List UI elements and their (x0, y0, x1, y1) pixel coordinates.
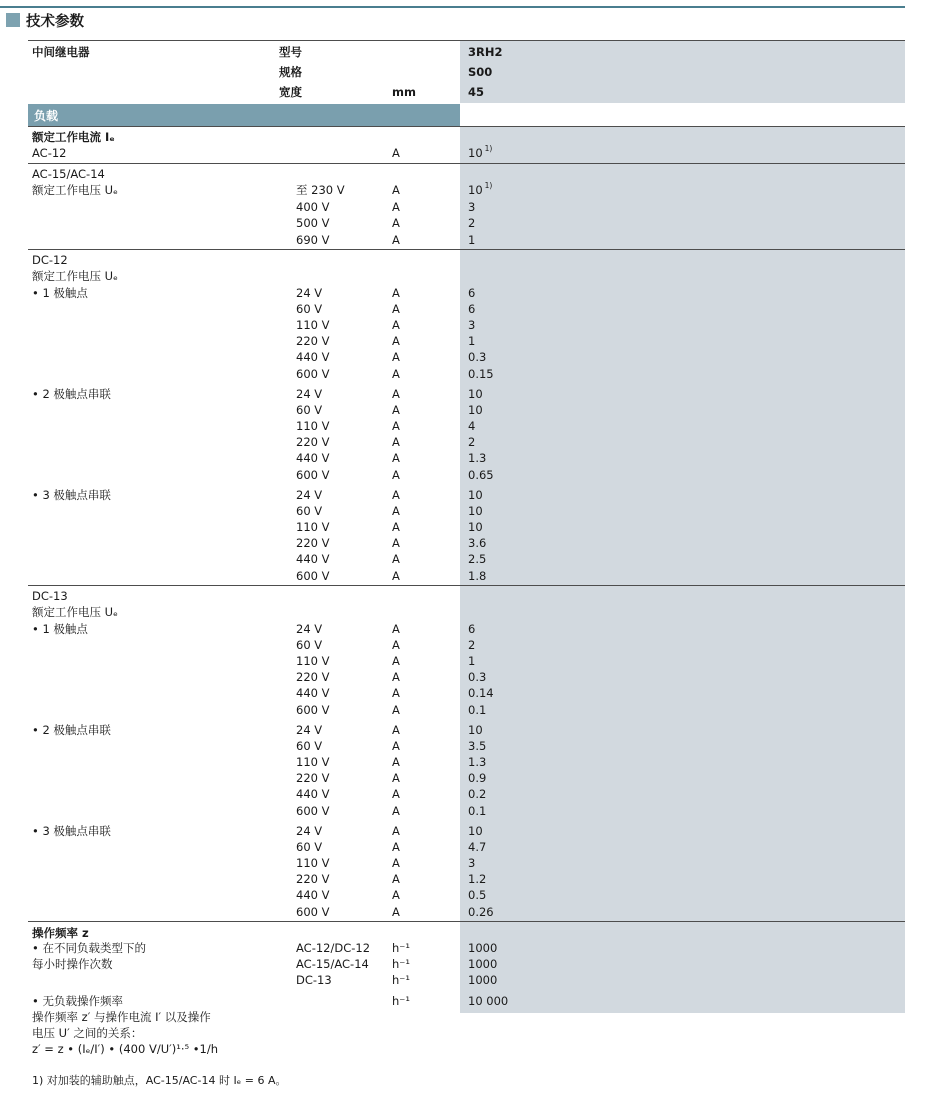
freq-heading: 操作频率 z (32, 926, 89, 940)
unit-cell: A (392, 686, 400, 701)
voltage-cell: 110 V (296, 419, 330, 434)
unit-cell: A (392, 670, 400, 685)
section-bar-load (28, 104, 460, 126)
voltage-cell: 600 V (296, 904, 330, 919)
row-divider (28, 921, 905, 922)
voltage-cell: 110 V (296, 318, 330, 333)
voltage-cell: AC-15/AC-14 (296, 957, 369, 971)
unit-cell: A (392, 803, 400, 818)
unit-cell: h⁻¹ (392, 973, 410, 987)
value-cell: 2 (468, 216, 476, 231)
contact-group-label: • 3 极触点串联 (32, 488, 111, 502)
voltage-cell: AC-12/DC-12 (296, 941, 371, 955)
value-cell: 3 (468, 318, 476, 333)
unit-cell: A (392, 183, 400, 197)
unit-cell: A (392, 520, 400, 535)
unit-cell: A (392, 755, 400, 770)
value-cell: 10 (468, 403, 483, 418)
unit-cell: A (392, 771, 400, 786)
voltage-cell: 400 V (296, 199, 330, 214)
unit-cell: A (392, 536, 400, 551)
dc12-voltage-label: 额定工作电压 Uₑ (32, 269, 118, 283)
voltage-cell: 220 V (296, 334, 330, 349)
row-divider (28, 585, 905, 586)
value-cell: 2.5 (468, 552, 487, 567)
value-cell: 3.6 (468, 536, 487, 551)
unit-cell: A (392, 723, 400, 737)
value-cell: 10 $^{1)}$ (468, 181, 493, 197)
freq-bullet-line: 每小时操作次数 (32, 957, 113, 971)
unit-cell: A (392, 872, 400, 887)
voltage-cell: 110 V (296, 520, 330, 535)
voltage-cell: 600 V (296, 702, 330, 717)
voltage-cell: 60 V (296, 302, 323, 317)
unit-cell: h⁻¹ (392, 957, 410, 971)
unit-cell: A (392, 302, 400, 317)
voltage-cell: 600 V (296, 568, 330, 583)
ac15-voltage-label: 额定工作电压 Uₑ (32, 183, 118, 197)
value-cell: 4 (468, 419, 476, 434)
unit-cell: A (392, 435, 400, 450)
unit-cell: A (392, 318, 400, 333)
voltage-cell: 60 V (296, 840, 323, 855)
value-cell: 1 (468, 334, 476, 349)
voltage-cell: 110 V (296, 654, 330, 669)
unit-cell: A (392, 787, 400, 802)
unit-cell: A (392, 702, 400, 717)
voltage-cell: 60 V (296, 504, 323, 519)
dc13-voltage-label: 额定工作电压 Uₑ (32, 605, 118, 619)
value-cell: 10 (468, 723, 483, 737)
voltage-cell: 220 V (296, 435, 330, 450)
type-label: 型号 (279, 45, 302, 59)
voltage-cell: 440 V (296, 888, 330, 903)
voltage-cell: 24 V (296, 488, 323, 502)
contact-group-label: • 3 极触点串联 (32, 824, 111, 838)
value-cell: 0.1 (468, 803, 487, 818)
unit-cell: A (392, 403, 400, 418)
value-column-bg (460, 126, 905, 1013)
width-value: 45 (468, 85, 485, 99)
unit-cell: A (392, 552, 400, 567)
value-cell: 1.2 (468, 872, 487, 887)
voltage-cell: 690 V (296, 232, 330, 247)
voltage-cell: 440 V (296, 686, 330, 701)
unit-cell: A (392, 504, 400, 519)
noload-line: 操作频率 z′ 与操作电流 I′ 以及操作 (32, 1010, 211, 1024)
voltage-cell: 440 V (296, 787, 330, 802)
freq-bullet-line: • 在不同负载类型下的 (32, 941, 146, 955)
page-title: 技术参数 (26, 13, 84, 30)
table-top-rule (28, 40, 905, 41)
unit-cell: A (392, 856, 400, 871)
value-cell: 0.15 (468, 366, 494, 381)
value-cell: 3 (468, 856, 476, 871)
unit-cell: A (392, 451, 400, 466)
unit-cell: h⁻¹ (392, 941, 410, 955)
value-cell: 1 (468, 654, 476, 669)
unit-cell: A (392, 488, 400, 502)
value-cell: 6 (468, 302, 476, 317)
voltage-cell: 60 V (296, 739, 323, 754)
ac12-unit: A (392, 146, 400, 160)
type-value: 3RH2 (468, 45, 503, 59)
page-header (0, 9, 84, 31)
voltage-cell: 110 V (296, 856, 330, 871)
value-cell: 0.5 (468, 888, 487, 903)
value-cell: 0.14 (468, 686, 494, 701)
voltage-cell: 440 V (296, 552, 330, 567)
value-cell: 10 (468, 824, 483, 838)
value-cell: 2 (468, 638, 476, 653)
section-title: 负载 (34, 109, 59, 123)
title-marker (6, 13, 20, 27)
unit-cell: A (392, 739, 400, 754)
value-cell: 0.2 (468, 787, 487, 802)
value-cell: 10 (468, 488, 483, 502)
value-cell: 1000 (468, 941, 498, 955)
voltage-cell: 24 V (296, 723, 323, 737)
voltage-cell: 60 V (296, 403, 323, 418)
row-divider (28, 249, 905, 250)
voltage-cell: 440 V (296, 350, 330, 365)
noload-unit: h⁻¹ (392, 994, 410, 1008)
unit-cell: A (392, 840, 400, 855)
value-cell: 10 (468, 504, 483, 519)
unit-cell: A (392, 824, 400, 838)
voltage-cell: 110 V (296, 755, 330, 770)
ac12-value: 10 $^{1)}$ (468, 144, 493, 160)
value-cell: 1.3 (468, 755, 487, 770)
voltage-cell: 24 V (296, 387, 323, 401)
voltage-cell: 220 V (296, 670, 330, 685)
value-cell: 0.26 (468, 904, 494, 919)
contact-group-label: • 2 极触点串联 (32, 723, 111, 737)
row-divider (28, 126, 905, 127)
contact-group-label: • 1 极触点 (32, 286, 88, 300)
noload-formula: z′ = z • (Iₑ/I′) • (400 V/U′)¹·⁵ •1/h (32, 1042, 218, 1056)
voltage-cell: 24 V (296, 286, 323, 300)
voltage-cell: 24 V (296, 622, 323, 636)
voltage-cell: 500 V (296, 216, 330, 231)
value-cell: 1000 (468, 973, 498, 987)
unit-cell: A (392, 904, 400, 919)
noload-line: • 无负载操作频率 (32, 994, 123, 1008)
noload-line: 电压 U′ 之间的关系： (32, 1026, 143, 1040)
unit-cell: A (392, 419, 400, 434)
unit-cell: A (392, 286, 400, 300)
voltage-cell: 220 V (296, 872, 330, 887)
ac12-heading: 额定工作电流 Iₑ (32, 130, 115, 144)
ac12-label: AC-12 (32, 146, 67, 160)
unit-cell: A (392, 216, 400, 231)
size-value: S00 (468, 65, 493, 79)
value-cell: 0.9 (468, 771, 487, 786)
width-label: 宽度 (279, 85, 302, 99)
unit-cell: A (392, 654, 400, 669)
contact-group-label: • 1 极触点 (32, 622, 88, 636)
voltage-cell: 440 V (296, 451, 330, 466)
width-unit: mm (392, 85, 416, 99)
value-cell: 6 (468, 622, 476, 636)
ac15-label: AC-15/AC-14 (32, 167, 105, 181)
footnote: 1) 对加装的辅助触点，AC-15/AC-14 时 Iₑ = 6 A。 (32, 1074, 287, 1087)
unit-cell: A (392, 366, 400, 381)
unit-cell: A (392, 199, 400, 214)
unit-cell: A (392, 638, 400, 653)
voltage-cell: 600 V (296, 467, 330, 482)
size-label: 规格 (279, 65, 302, 79)
value-cell: 6 (468, 286, 476, 300)
value-cell: 0.1 (468, 702, 487, 717)
value-cell: 2 (468, 435, 476, 450)
value-cell: 0.3 (468, 350, 487, 365)
noload-value: 10 000 (468, 994, 509, 1008)
unit-cell: A (392, 334, 400, 349)
value-cell: 10 (468, 520, 483, 535)
product-name: 中间继电器 (32, 45, 90, 59)
voltage-cell: 600 V (296, 366, 330, 381)
unit-cell: A (392, 622, 400, 636)
value-cell: 0.3 (468, 670, 487, 685)
footnote-ref: 1) (484, 144, 493, 153)
value-cell: 4.7 (468, 840, 487, 855)
unit-cell: A (392, 350, 400, 365)
voltage-cell: DC-13 (296, 973, 332, 987)
value-cell: 1000 (468, 957, 498, 971)
dc13-label: DC-13 (32, 589, 68, 603)
value-cell: 1.3 (468, 451, 487, 466)
value-cell: 3 (468, 199, 476, 214)
footnote-ref: 1) (484, 181, 493, 190)
contact-group-label: • 2 极触点串联 (32, 387, 111, 401)
voltage-cell: 至 230 V (296, 183, 345, 197)
voltage-cell: 600 V (296, 803, 330, 818)
voltage-cell: 220 V (296, 771, 330, 786)
dc12-label: DC-12 (32, 253, 68, 267)
value-column-bg (460, 40, 905, 103)
row-divider (28, 163, 905, 164)
voltage-cell: 60 V (296, 638, 323, 653)
value-cell: 1 (468, 232, 476, 247)
top-rule (0, 0, 905, 8)
value-cell: 0.65 (468, 467, 494, 482)
unit-cell: A (392, 232, 400, 247)
unit-cell: A (392, 888, 400, 903)
value-cell: 3.5 (468, 739, 487, 754)
unit-cell: A (392, 387, 400, 401)
unit-cell: A (392, 568, 400, 583)
value-cell: 1.8 (468, 568, 487, 583)
value-cell: 10 (468, 387, 483, 401)
voltage-cell: 24 V (296, 824, 323, 838)
voltage-cell: 220 V (296, 536, 330, 551)
unit-cell: A (392, 467, 400, 482)
